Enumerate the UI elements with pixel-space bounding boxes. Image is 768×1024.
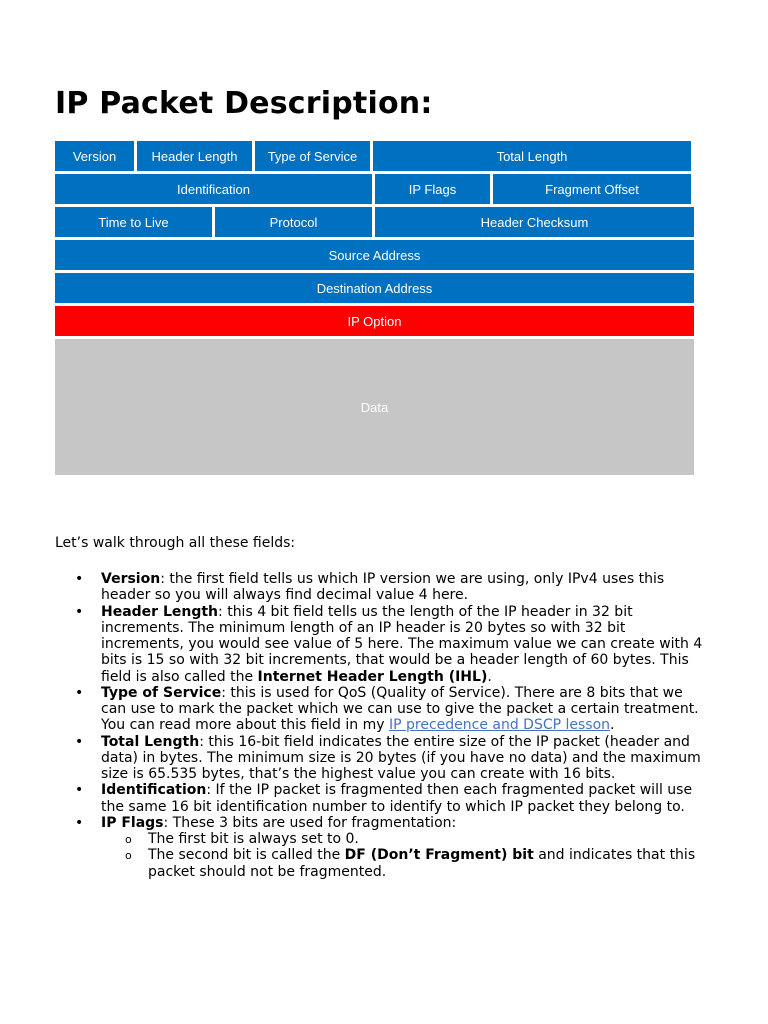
sub-item-text: The second bit is called the xyxy=(148,847,345,864)
diagram-row-4 xyxy=(55,240,694,270)
list-item xyxy=(55,815,705,880)
field-data: Data xyxy=(55,339,694,475)
page-title: IP Packet Description: xyxy=(55,86,433,121)
diagram-row-7 xyxy=(55,339,694,475)
list-item xyxy=(55,571,705,604)
field-time-to-live: Time to Live xyxy=(55,207,212,237)
field-identification: Identification xyxy=(55,174,372,204)
diagram-row-1 xyxy=(55,141,694,171)
field-list xyxy=(55,571,705,880)
field-type-of-service: Type of Service xyxy=(255,141,370,171)
diagram-row-6 xyxy=(55,306,694,336)
field-protocol: Protocol xyxy=(215,207,372,237)
field-term: Identification xyxy=(101,782,207,799)
field-ip-option: IP Option xyxy=(55,306,694,336)
diagram-row-5 xyxy=(55,273,694,303)
field-term: Header Length xyxy=(101,603,219,620)
field-description: : this is used for QoS (Quality of Service). There are 8 bits that we can use to mark the packet which we can use to give the packet a certain treatment. You can read more about this field in my xyxy=(101,684,699,734)
field-fragment-offset: Fragment Offset xyxy=(493,174,691,204)
field-ip-flags: IP Flags xyxy=(375,174,490,204)
field-header-length: Header Length xyxy=(137,141,252,171)
sub-list-item xyxy=(101,847,705,880)
list-item xyxy=(55,734,705,783)
field-description-tail: . xyxy=(487,668,492,685)
diagram-row-3 xyxy=(55,207,694,237)
list-item xyxy=(55,782,705,815)
list-item xyxy=(55,685,705,734)
field-term: Type of Service xyxy=(101,684,222,701)
intro-text: Let’s walk through all these fields: xyxy=(55,535,296,551)
field-destination-address: Destination Address xyxy=(55,273,694,303)
list-item xyxy=(55,604,705,685)
field-bold-term: Internet Header Length (IHL) xyxy=(257,668,488,685)
field-total-length: Total Length xyxy=(373,141,691,171)
field-description: : the first field tells us which IP version we are using, only IPv4 uses this header so you will always find decimal value 4 here. xyxy=(101,571,665,604)
field-description: : These 3 bits are used for fragmentation: xyxy=(163,814,457,831)
sub-list-item xyxy=(101,831,705,847)
sub-list xyxy=(101,831,705,880)
dscp-lesson-link[interactable]: IP precedence and DSCP lesson xyxy=(388,717,611,734)
field-version: Version xyxy=(55,141,134,171)
field-source-address: Source Address xyxy=(55,240,694,270)
field-description-tail: . xyxy=(610,717,615,734)
ip-packet-diagram xyxy=(55,141,694,478)
field-header-checksum: Header Checksum xyxy=(375,207,694,237)
field-description: : this 4 bit field tells us the length of the IP header in 32 bit increments. The minimum length of an IP header is 20 bytes so with 32 bit increments, you would see value of 5 here. The maximum value we can create with 4 bits is 15 so with 32 bit increments, that would be a header length of 60 bytes. This field is also called the xyxy=(101,603,703,685)
field-term: IP Flags xyxy=(101,814,164,831)
field-term: Version xyxy=(101,571,161,587)
field-description: : If the IP packet is fragmented then each fragmented packet will use the same 16 bit identification number to identify to which IP packet they belong to. xyxy=(101,782,693,815)
sub-item-text-tail: and indicates that this packet should not be fragmented. xyxy=(148,847,696,880)
field-term: Total Length xyxy=(101,733,200,750)
field-description: : this 16-bit field indicates the entire size of the IP packet (header and data) in bytes. The minimum size is 20 bytes (if you have no data) and the maximum size is 65.535 bytes, that’s the highest value you can create with 16 bits. xyxy=(101,733,701,782)
diagram-row-2 xyxy=(55,174,694,204)
sub-item-text: The first bit is always set to 0. xyxy=(148,831,359,847)
df-bit-term: DF (Don’t Fragment) bit xyxy=(344,847,534,864)
